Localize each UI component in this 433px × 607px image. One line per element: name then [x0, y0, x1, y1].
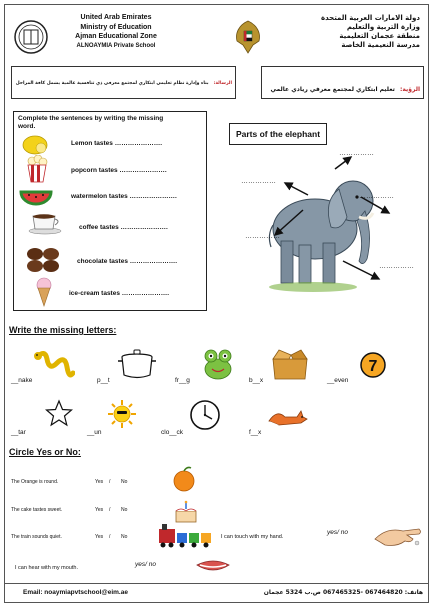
- header-en-line: Ministry of Education: [80, 23, 152, 31]
- missing-letters-title: Write the missing letters:: [9, 325, 117, 335]
- missing-word: __un: [87, 429, 102, 436]
- footer-phone: هاتف: 067464820 -067465325 ص.ب 5324 عجمان: [263, 589, 423, 596]
- elephant-title: Parts of the elephant: [235, 129, 321, 139]
- sun-icon: [107, 399, 137, 429]
- yes-no-sentence: The Orange is round.: [11, 479, 59, 485]
- lemon-icon: [21, 131, 49, 157]
- worksheet-page: [4, 4, 429, 603]
- missing-word: p__t: [97, 377, 110, 384]
- header-ar-line: دولة الامارات العربية المتحدة: [320, 14, 420, 22]
- elephant-blank: ……………: [241, 178, 276, 185]
- elephant-blank: ……………: [379, 263, 414, 270]
- vision-text: تعليم ابتكاري لمجتمع معرفي ريادي عالمي: [270, 86, 395, 93]
- frog-icon: [201, 347, 235, 381]
- taste-sentence: coffee tastes ………………….: [79, 224, 168, 231]
- watermelon-icon: [19, 184, 53, 206]
- missing-word: __nake: [11, 377, 33, 384]
- orange-icon: [173, 465, 195, 493]
- taste-sentence: Lemon tastes ………………….: [71, 140, 163, 147]
- hand-icon: [373, 519, 423, 549]
- taste-sentence: popcorn tastes ………………….: [71, 167, 167, 174]
- elephant-blank: ……………: [339, 150, 374, 157]
- mouth-icon: [195, 557, 231, 575]
- snake-icon: [33, 349, 75, 383]
- chocolate-icon: [25, 245, 63, 273]
- taste-sentence: watermelon tastes ………………….: [71, 193, 177, 200]
- yes-no-sentence: The cake tastes sweet.: [11, 507, 63, 513]
- missing-word: b__x: [249, 377, 264, 384]
- coffee-icon: [27, 211, 65, 235]
- clock-icon: [189, 399, 221, 431]
- number-seven-icon: [359, 351, 387, 379]
- missing-word: __tar: [11, 429, 26, 436]
- yes-option: Yes: [95, 534, 104, 540]
- yes-option: Yes: [95, 479, 104, 485]
- popcorn-icon: [25, 155, 49, 183]
- school-logo-icon: [13, 19, 49, 55]
- header-arabic: [300, 14, 420, 50]
- mouth-sentence: I can hear with my mouth.: [15, 565, 78, 571]
- ice-cream-icon: [35, 277, 53, 307]
- mission-box: [11, 66, 236, 99]
- header-en-line: ALNOAYMIA Private School: [76, 42, 156, 49]
- hand-sentence: I can touch with my hand.: [221, 534, 284, 540]
- yes-no-sep: /: [109, 479, 111, 485]
- header-ar-line: مدرسة النعيمية الخاصة: [341, 41, 420, 49]
- vision-label: الرؤية:: [399, 86, 420, 93]
- footer-email: Email: noaymiapvtschool@eim.ae: [23, 589, 128, 596]
- header-english: [51, 13, 181, 51]
- header-ar-line: منطقة عجمان التعليمية: [339, 32, 420, 40]
- mouth-yes-no: yes/ no: [135, 561, 156, 568]
- no-option: No: [121, 534, 128, 540]
- taste-sentence: ice-cream tastes ………………….: [69, 290, 170, 297]
- train-icon: [157, 521, 213, 549]
- yes-option: Yes: [95, 507, 104, 513]
- elephant-title-box: [229, 123, 327, 145]
- yes-no-sep: /: [109, 507, 111, 513]
- fox-icon: [267, 403, 309, 429]
- seven-label: 7: [368, 358, 378, 375]
- missing-word: f__x: [249, 429, 262, 436]
- pot-icon: [117, 347, 157, 381]
- mission-label: الرسالة:: [213, 81, 232, 86]
- hand-yes-no: yes/ no: [327, 529, 348, 536]
- header-en-line: Ajman Educational Zone: [75, 33, 157, 40]
- header-ar-line: وزارة التربية والتعليم: [346, 23, 420, 31]
- missing-word: __even: [327, 377, 349, 384]
- mission-text: بناء وإدارة نظام تعليمي ابتكاري لمجتمع معرفي ذي تنافسية عالمية يشمل كافة المراحل: [15, 81, 209, 86]
- circle-yes-no-title: Circle Yes or No:: [9, 447, 81, 457]
- elephant-blank: ……………: [245, 233, 280, 240]
- missing-word: fr__g: [175, 377, 190, 384]
- yes-no-sep: /: [109, 534, 111, 540]
- complete-title: Complete the sentences by writing the missing word.: [18, 115, 164, 130]
- taste-sentence: chocolate tastes ………………….: [77, 258, 178, 265]
- uae-emblem-icon: [233, 19, 263, 55]
- missing-word: clo__ck: [161, 429, 184, 436]
- no-option: No: [121, 507, 128, 513]
- vision-box: [261, 66, 424, 99]
- box-icon: [269, 347, 311, 381]
- yes-no-sentence: The train sounds quiet.: [11, 534, 62, 540]
- elephant-blank: ……………: [359, 193, 394, 200]
- header-en-line: United Arab Emirates: [80, 14, 152, 21]
- star-icon: [45, 399, 73, 427]
- no-option: No: [121, 479, 128, 485]
- footer-divider: [5, 583, 428, 584]
